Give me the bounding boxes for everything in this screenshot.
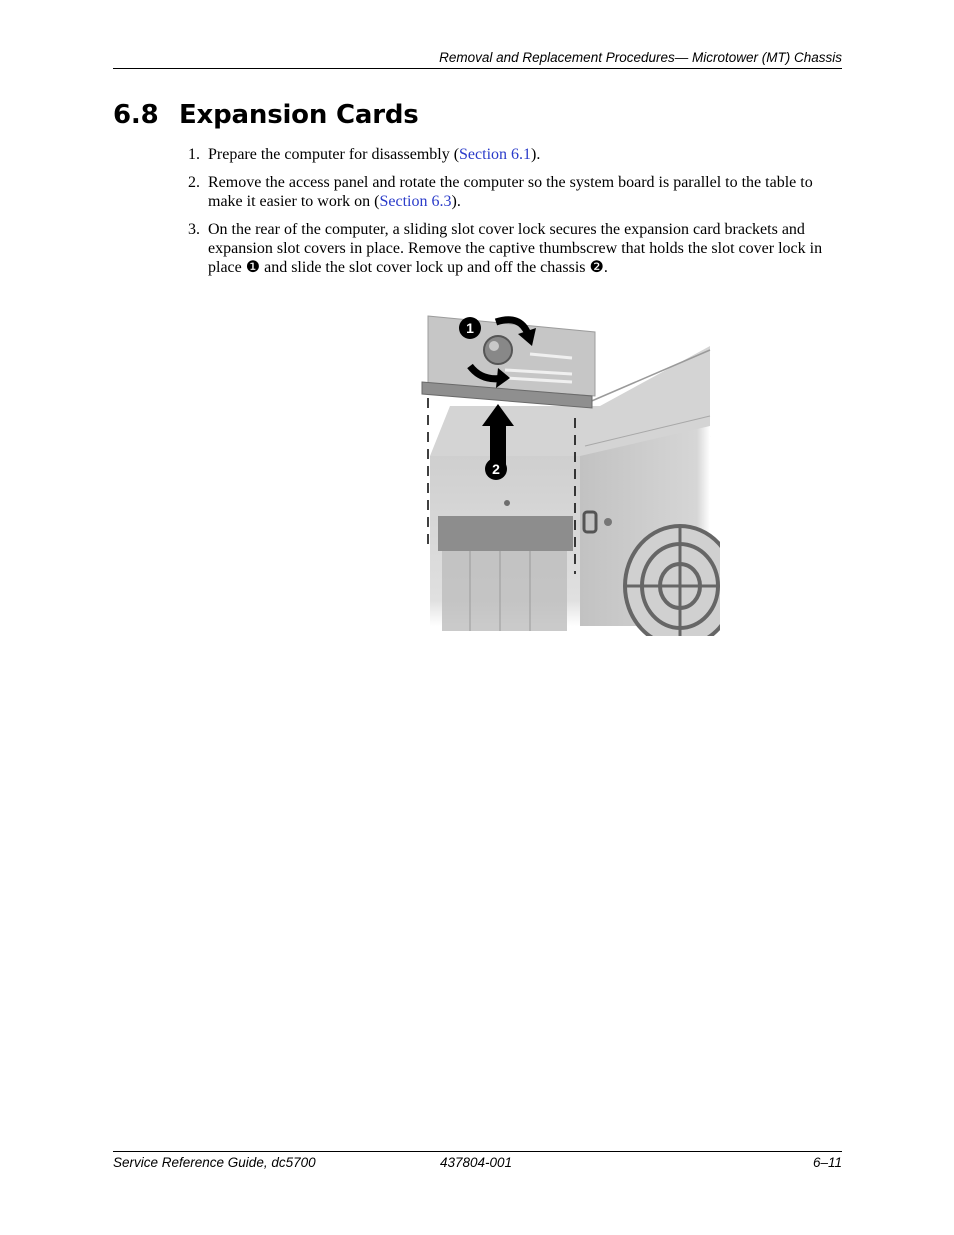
footer-page-number: 6–11 [812,1155,842,1170]
step-number: 1. [188,146,200,163]
step-text: On the rear of the computer, a sliding slot cover lock secures the expansion card brackets and expansion slot covers in place. Remove the captive thumbscrew that holds the slot cover lock in place ❶ and slide the slot cover lock up and off the chassis ❷. [208,221,823,276]
section-title-text: Expansion Cards [179,100,419,130]
callout-2 [485,458,507,480]
procedure-steps [188,145,848,286]
section-6-3-link[interactable]: Section 6.3 [379,193,452,210]
footer-guide-title: Service Reference Guide, dc5700 [113,1155,316,1170]
running-title: Removal and Replacement Procedures— Microtower (MT) Chassis [439,50,842,65]
step-text-end: ). [531,146,541,163]
section-title [113,100,419,130]
step-text-end: ). [451,193,461,210]
step-number: 3. [188,221,200,238]
step-number: 2. [188,174,200,191]
slot-cover-lock-illustration [410,306,720,636]
thumbscrew [484,336,512,364]
chassis-illustration [410,306,720,636]
section-6-1-link[interactable]: Section 6.1 [459,146,532,163]
footer-part-number: 437804-001 [440,1155,513,1170]
svg-text:2: 2 [492,461,500,477]
expansion-slot-opening [438,516,573,551]
page-footer [113,1151,842,1170]
step-text: Prepare the computer for disassembly ( [208,146,460,163]
step-1 [188,145,848,164]
section-number: 6.8 [113,100,159,130]
step-text: Remove the access panel and rotate the computer so the system board is parallel to the table to make it easier to work on ( [208,174,813,210]
step-2 [188,173,848,211]
svg-text:1: 1 [466,320,474,336]
step-3 [188,220,848,277]
running-header [113,50,842,69]
callout-1 [459,317,481,339]
